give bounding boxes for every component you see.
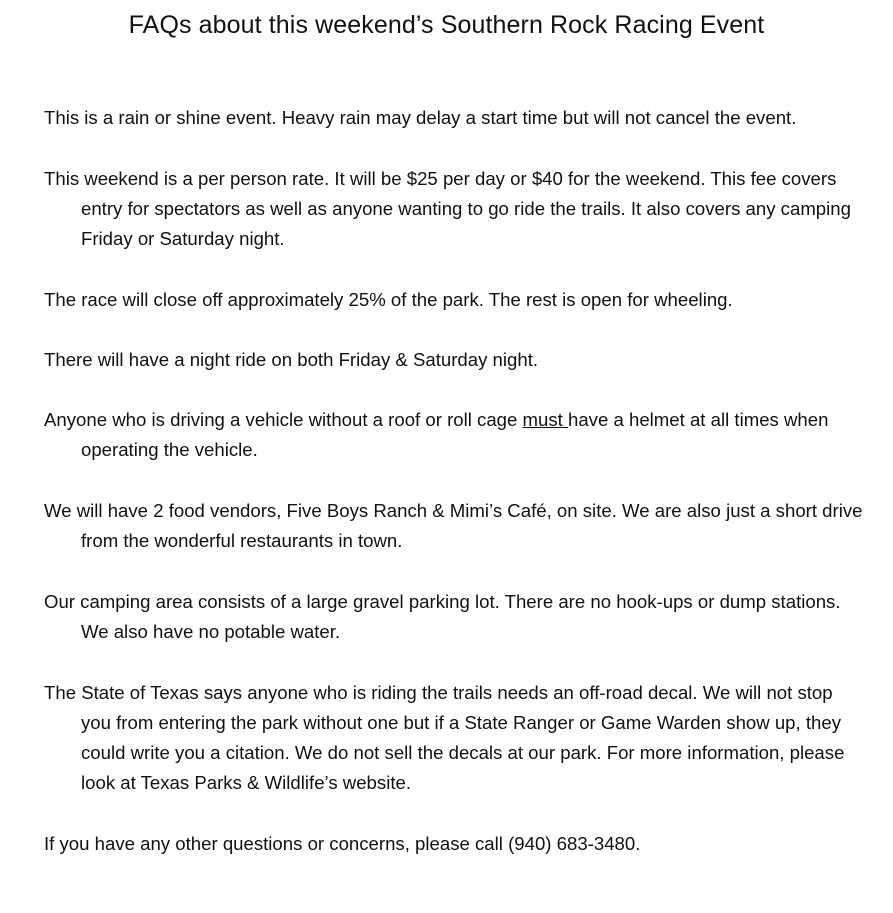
faq-camping-line-1: Our camping area consists of a large gravel parking lot. There are no hook-ups or dump stations.	[44, 591, 841, 612]
faq-pricing-line-1: This weekend is a per person rate. It will be $25 per day or $40 for the weekend. This fee covers	[44, 168, 837, 189]
faq-off-road-decal	[44, 678, 893, 798]
faq-helmet-after-line-1: have a helmet at all times when	[568, 409, 829, 430]
faq-pricing	[44, 164, 893, 254]
faq-food-vendors-line-2: from the wonderful restaurants in town.	[81, 530, 403, 551]
faq-helmet-after-line-2: operating the vehicle.	[81, 439, 258, 460]
faq-contact: If you have any other questions or concerns, please call (940) 683-3480.	[44, 833, 641, 854]
faq-pricing-line-2: entry for spectators as well as anyone wanting to go ride the trails. It also covers any camping	[81, 198, 851, 219]
faq-race-area: The race will close off approximately 25% of the park. The rest is open for wheeling.	[44, 289, 733, 310]
faq-helmet-before: Anyone who is driving a vehicle without a roof or roll cage	[44, 409, 523, 430]
faq-rain-or-shine: This is a rain or shine event. Heavy rain may delay a start time but will not cancel the event.	[44, 107, 797, 128]
faq-camping	[44, 587, 893, 647]
page-title: FAQs about this weekend’s Southern Rock Racing Event	[128, 11, 765, 39]
faq-food-vendors-line-1: We will have 2 food vendors, Five Boys Ranch & Mimi’s Café, on site. We are also just a short drive	[44, 500, 863, 521]
faq-off-road-decal-line-4: look at Texas Parks & Wildlife’s website.	[81, 772, 412, 793]
faq-off-road-decal-line-1: The State of Texas says anyone who is riding the trails needs an off-road decal. We will not stop	[44, 682, 833, 703]
faq-off-road-decal-line-3: could write you a citation. We do not sell the decals at our park. For more information, please	[81, 742, 845, 763]
faq-food-vendors	[44, 496, 893, 556]
faq-helmet-emphasis: must	[522, 409, 568, 430]
faq-helmet	[44, 405, 893, 465]
faq-camping-line-2: We also have no potable water.	[81, 621, 341, 642]
faq-pricing-line-3: Friday or Saturday night.	[81, 228, 285, 249]
faq-off-road-decal-line-2: you from entering the park without one but if a State Ranger or Game Warden show up, they	[81, 712, 842, 733]
faq-night-ride: There will have a night ride on both Friday & Saturday night.	[44, 349, 539, 370]
